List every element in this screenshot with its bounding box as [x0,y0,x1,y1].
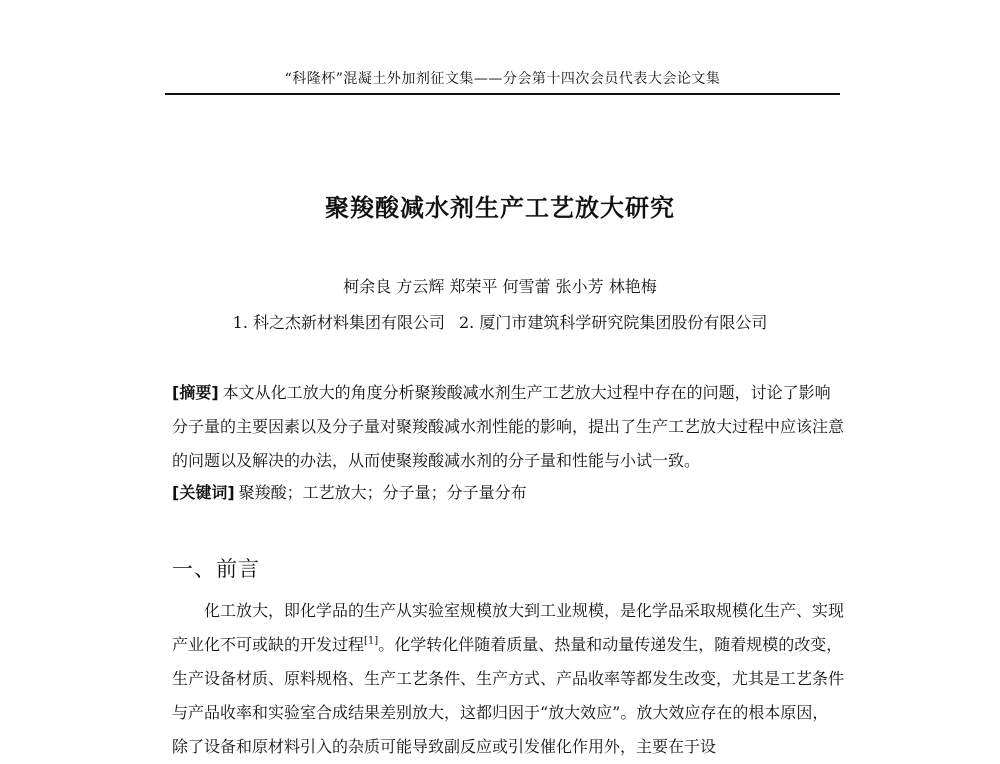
paper-title: 聚羧酸减水剂生产工艺放大研究 [325,194,675,222]
author-list: 柯余良 方云辉 郑荣平 何雪蕾 张小芳 林艳梅 [343,277,657,296]
affiliation-list [0,310,1000,333]
keywords [172,478,844,508]
abstract [172,376,844,478]
paragraph-text-part-2: 。化学转化伴随着质量、热量和动量传递发生，随着规模的改变，生产设备材质、原料规格、生产工艺条件、生产方式、产品收率等都发生改变，尤其是工艺条件与产品收率和实验室合成结果差别放大，这都归因于“放大效应”。放大效应存在的根本原因，除了设备和原材料引入的杂质可能导致副反应或引发催化作用外，主要在于设 [172,635,845,756]
citation-reference[interactable]: [1] [364,635,379,647]
abstract-text: 本文从化工放大的角度分析聚羧酸减水剂生产工艺放大过程中存在的问题，讨论了影响分子量的主要因素以及分子量对聚羧酸减水剂性能的影响，提出了生产工艺放大过程中应该注意的问题以及解决的办法，从而使聚羧酸减水剂的分子量和性能与小试一致。 [172,383,845,470]
section-heading-introduction: 一、前言 [172,557,260,581]
header-rule [165,93,840,95]
keywords-label: [关键词] [172,483,235,502]
running-header: “科隆杯”混凝土外加剂征文集——分会第十四次会员代表大会论文集 [284,71,721,87]
introduction-paragraph [172,594,844,764]
affiliation-1: 1. 科之杰新材料集团有限公司 [232,313,445,332]
paragraph-text-part-1: 化工放大，即化学品的生产从实验室规模放大到工业规模，是化学品采取规模化生产、实现产业化不可或缺的开发过程 [172,601,845,654]
keywords-text: 聚羧酸；工艺放大；分子量；分子量分布 [238,483,527,502]
abstract-label: [摘要] [172,383,219,402]
affiliation-2: 2. 厦门市建筑科学研究院集团股份有限公司 [459,313,768,332]
